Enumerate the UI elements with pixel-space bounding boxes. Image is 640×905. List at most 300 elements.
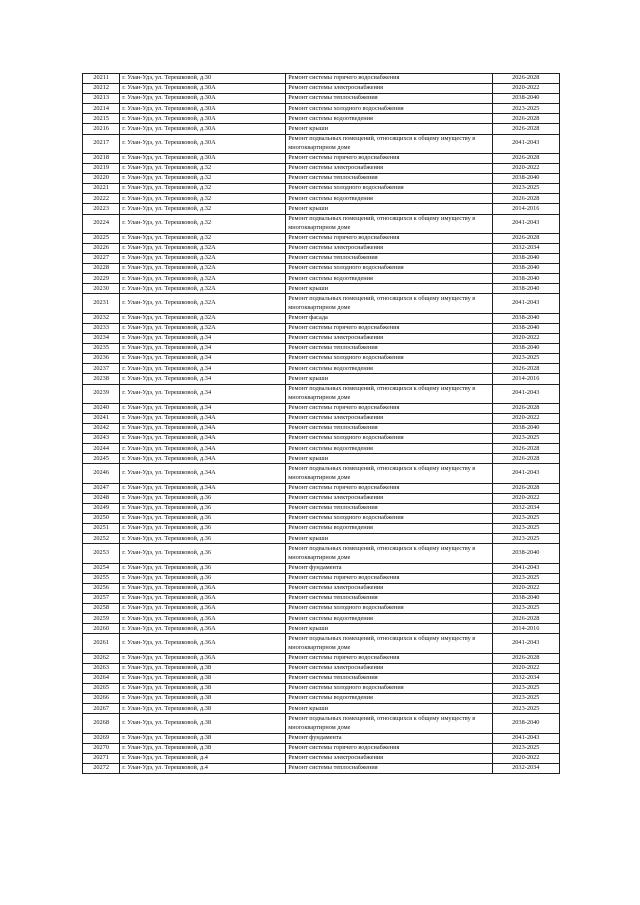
- cell-number: 20257: [83, 594, 120, 604]
- cell-period: 2026-2028: [492, 233, 559, 243]
- cell-work-type: Ремонт подвальных помещений, относящихся к общему имуществу в многоквартирном доме: [286, 714, 492, 733]
- repair-schedule-body: [83, 74, 560, 774]
- cell-address: г. Улан-Удэ, ул. Терешковой, д.34А: [120, 444, 286, 454]
- cell-number: 20222: [83, 194, 120, 204]
- cell-address: г. Улан-Удэ, ул. Терешковой, д.36: [120, 563, 286, 573]
- cell-address: г. Улан-Удэ, ул. Терешковой, д.34: [120, 354, 286, 364]
- cell-number: 20269: [83, 733, 120, 743]
- cell-period: 2032-2034: [492, 674, 559, 684]
- cell-address: г. Улан-Удэ, ул. Терешковой, д.32А: [120, 323, 286, 333]
- cell-address: г. Улан-Удэ, ул. Терешковой, д.34: [120, 334, 286, 344]
- cell-number: 20212: [83, 84, 120, 94]
- cell-number: 20238: [83, 374, 120, 384]
- cell-period: 2026-2028: [492, 153, 559, 163]
- cell-period: 2038-2040: [492, 714, 559, 733]
- cell-number: 20242: [83, 424, 120, 434]
- cell-number: 20215: [83, 114, 120, 124]
- cell-period: 2038-2040: [492, 274, 559, 284]
- cell-period: 2026-2028: [492, 364, 559, 374]
- cell-address: г. Улан-Удэ, ул. Терешковой, д.34: [120, 344, 286, 354]
- cell-address: г. Улан-Удэ, ул. Терешковой, д.32А: [120, 294, 286, 313]
- cell-address: г. Улан-Удэ, ул. Терешковой, д.36А: [120, 634, 286, 653]
- cell-address: г. Улан-Удэ, ул. Терешковой, д.30А: [120, 153, 286, 163]
- cell-period: 2020-2022: [492, 493, 559, 503]
- cell-work-type: Ремонт системы горячего водоснабжения: [286, 573, 492, 583]
- cell-address: г. Улан-Удэ, ул. Терешковой, д.34А: [120, 414, 286, 424]
- table-row: [83, 514, 560, 524]
- cell-period: 2038-2040: [492, 254, 559, 264]
- cell-period: 2020-2022: [492, 414, 559, 424]
- cell-number: 20213: [83, 94, 120, 104]
- cell-address: г. Улан-Удэ, ул. Терешковой, д.36А: [120, 624, 286, 634]
- table-row: [83, 194, 560, 204]
- cell-period: 2041-2043: [492, 733, 559, 743]
- cell-number: 20255: [83, 573, 120, 583]
- cell-period: 2023-2025: [492, 534, 559, 544]
- cell-period: 2026-2028: [492, 483, 559, 493]
- cell-work-type: Ремонт крыши: [286, 454, 492, 464]
- cell-work-type: Ремонт системы холодного водоснабжения: [286, 104, 492, 114]
- cell-number: 20221: [83, 184, 120, 194]
- cell-address: г. Улан-Удэ, ул. Терешковой, д.38: [120, 704, 286, 714]
- cell-period: 2041-2043: [492, 634, 559, 653]
- cell-address: г. Улан-Удэ, ул. Терешковой, д.36: [120, 534, 286, 544]
- cell-period: 2041-2043: [492, 563, 559, 573]
- cell-work-type: Ремонт системы электроснабжения: [286, 493, 492, 503]
- cell-address: г. Улан-Удэ, ул. Терешковой, д.36: [120, 504, 286, 514]
- table-row: [83, 444, 560, 454]
- cell-number: 20268: [83, 714, 120, 733]
- cell-work-type: Ремонт подвальных помещений, относящихся к общему имуществу в многоквартирном доме: [286, 214, 492, 233]
- cell-work-type: Ремонт крыши: [286, 124, 492, 134]
- cell-number: 20229: [83, 274, 120, 284]
- cell-address: г. Улан-Удэ, ул. Терешковой, д.38: [120, 684, 286, 694]
- cell-work-type: Ремонт крыши: [286, 374, 492, 384]
- repair-schedule-table: [82, 73, 560, 774]
- cell-address: г. Улан-Удэ, ул. Терешковой, д.38: [120, 743, 286, 753]
- table-row: [83, 754, 560, 764]
- cell-period: 2032-2034: [492, 764, 559, 774]
- cell-number: 20245: [83, 454, 120, 464]
- table-row: [83, 674, 560, 684]
- cell-address: г. Улан-Удэ, ул. Терешковой, д.32: [120, 214, 286, 233]
- table-row: [83, 534, 560, 544]
- cell-address: г. Улан-Удэ, ул. Терешковой, д.32: [120, 194, 286, 204]
- cell-address: г. Улан-Удэ, ул. Терешковой, д.36: [120, 524, 286, 534]
- cell-work-type: Ремонт системы холодного водоснабжения: [286, 604, 492, 614]
- cell-address: г. Улан-Удэ, ул. Терешковой, д.34: [120, 364, 286, 374]
- cell-work-type: Ремонт крыши: [286, 624, 492, 634]
- table-row: [83, 733, 560, 743]
- cell-number: 20233: [83, 323, 120, 333]
- cell-address: г. Улан-Удэ, ул. Терешковой, д.32: [120, 174, 286, 184]
- cell-address: г. Улан-Удэ, ул. Терешковой, д.34А: [120, 464, 286, 483]
- cell-address: г. Улан-Удэ, ул. Терешковой, д.36А: [120, 584, 286, 594]
- cell-work-type: Ремонт системы электроснабжения: [286, 164, 492, 174]
- cell-work-type: Ремонт системы холодного водоснабжения: [286, 434, 492, 444]
- table-row: [83, 174, 560, 184]
- table-row: [83, 594, 560, 604]
- cell-period: 2038-2040: [492, 313, 559, 323]
- cell-work-type: Ремонт системы электроснабжения: [286, 754, 492, 764]
- cell-period: 2020-2022: [492, 334, 559, 344]
- cell-work-type: Ремонт системы теплоснабжения: [286, 94, 492, 104]
- cell-address: г. Улан-Удэ, ул. Терешковой, д.36А: [120, 594, 286, 604]
- cell-period: 2026-2028: [492, 114, 559, 124]
- cell-work-type: Ремонт подвальных помещений, относящихся к общему имуществу в многоквартирном доме: [286, 384, 492, 403]
- cell-address: г. Улан-Удэ, ул. Терешковой, д.34А: [120, 434, 286, 444]
- cell-address: г. Улан-Удэ, ул. Терешковой, д.30А: [120, 104, 286, 114]
- table-row: [83, 604, 560, 614]
- cell-period: 2026-2028: [492, 124, 559, 134]
- cell-address: г. Улан-Удэ, ул. Терешковой, д.32А: [120, 313, 286, 323]
- cell-number: 20225: [83, 233, 120, 243]
- cell-period: 2020-2022: [492, 584, 559, 594]
- cell-address: г. Улан-Удэ, ул. Терешковой, д.30: [120, 74, 286, 84]
- table-row: [83, 313, 560, 323]
- cell-period: 2023-2025: [492, 684, 559, 694]
- cell-work-type: Ремонт системы водоотведения: [286, 694, 492, 704]
- cell-work-type: Ремонт системы электроснабжения: [286, 84, 492, 94]
- cell-period: 2023-2025: [492, 514, 559, 524]
- cell-work-type: Ремонт фундамента: [286, 563, 492, 573]
- cell-work-type: Ремонт системы горячего водоснабжения: [286, 323, 492, 333]
- cell-number: 20220: [83, 174, 120, 184]
- cell-work-type: Ремонт системы электроснабжения: [286, 663, 492, 673]
- cell-period: 2020-2022: [492, 164, 559, 174]
- cell-number: 20216: [83, 124, 120, 134]
- cell-work-type: Ремонт системы теплоснабжения: [286, 344, 492, 354]
- cell-work-type: Ремонт системы горячего водоснабжения: [286, 483, 492, 493]
- cell-number: 20237: [83, 364, 120, 374]
- table-row: [83, 743, 560, 753]
- cell-number: 20252: [83, 534, 120, 544]
- table-row: [83, 94, 560, 104]
- table-row: [83, 424, 560, 434]
- cell-address: г. Улан-Удэ, ул. Терешковой, д.34: [120, 374, 286, 384]
- cell-period: 2038-2040: [492, 264, 559, 274]
- cell-number: 20219: [83, 164, 120, 174]
- cell-address: г. Улан-Удэ, ул. Терешковой, д.32А: [120, 284, 286, 294]
- table-row: [83, 233, 560, 243]
- table-row: [83, 134, 560, 153]
- cell-number: 20256: [83, 584, 120, 594]
- cell-work-type: Ремонт системы холодного водоснабжения: [286, 264, 492, 274]
- table-row: [83, 403, 560, 413]
- cell-address: г. Улан-Удэ, ул. Терешковой, д.36: [120, 573, 286, 583]
- cell-address: г. Улан-Удэ, ул. Терешковой, д.32А: [120, 254, 286, 264]
- cell-period: 2023-2025: [492, 573, 559, 583]
- cell-number: 20263: [83, 663, 120, 673]
- cell-number: 20231: [83, 294, 120, 313]
- cell-period: 2023-2025: [492, 743, 559, 753]
- cell-work-type: Ремонт системы водоотведения: [286, 194, 492, 204]
- cell-address: г. Улан-Удэ, ул. Терешковой, д.36: [120, 544, 286, 563]
- cell-number: 20247: [83, 483, 120, 493]
- cell-number: 20241: [83, 414, 120, 424]
- cell-period: 2032-2034: [492, 244, 559, 254]
- cell-address: г. Улан-Удэ, ул. Терешковой, д.36: [120, 493, 286, 503]
- table-row: [83, 264, 560, 274]
- cell-address: г. Улан-Удэ, ул. Терешковой, д.38: [120, 714, 286, 733]
- table-row: [83, 563, 560, 573]
- cell-period: 2038-2040: [492, 344, 559, 354]
- table-row: [83, 124, 560, 134]
- cell-work-type: Ремонт подвальных помещений, относящихся к общему имуществу в многоквартирном доме: [286, 634, 492, 653]
- table-row: [83, 414, 560, 424]
- cell-number: 20228: [83, 264, 120, 274]
- table-row: [83, 214, 560, 233]
- table-row: [83, 573, 560, 583]
- cell-number: 20258: [83, 604, 120, 614]
- table-row: [83, 323, 560, 333]
- cell-number: 20264: [83, 674, 120, 684]
- table-row: [83, 274, 560, 284]
- table-row: [83, 244, 560, 254]
- cell-address: г. Улан-Удэ, ул. Терешковой, д.34: [120, 384, 286, 403]
- table-row: [83, 614, 560, 624]
- cell-work-type: Ремонт системы теплоснабжения: [286, 254, 492, 264]
- cell-period: 2038-2040: [492, 424, 559, 434]
- table-row: [83, 104, 560, 114]
- cell-address: г. Улан-Удэ, ул. Терешковой, д.30А: [120, 134, 286, 153]
- cell-number: 20240: [83, 403, 120, 413]
- cell-period: 2026-2028: [492, 454, 559, 464]
- cell-address: г. Улан-Удэ, ул. Терешковой, д.32: [120, 164, 286, 174]
- cell-period: 2026-2028: [492, 444, 559, 454]
- cell-work-type: Ремонт подвальных помещений, относящихся к общему имуществу в многоквартирном доме: [286, 464, 492, 483]
- cell-work-type: Ремонт системы холодного водоснабжения: [286, 184, 492, 194]
- table-row: [83, 684, 560, 694]
- table-row: [83, 663, 560, 673]
- cell-period: 2023-2025: [492, 694, 559, 704]
- cell-address: г. Улан-Удэ, ул. Терешковой, д.30А: [120, 114, 286, 124]
- cell-number: 20265: [83, 684, 120, 694]
- cell-number: 20211: [83, 74, 120, 84]
- table-row: [83, 334, 560, 344]
- cell-period: 2026-2028: [492, 194, 559, 204]
- table-row: [83, 184, 560, 194]
- cell-number: 20226: [83, 244, 120, 254]
- table-row: [83, 364, 560, 374]
- cell-work-type: Ремонт системы теплоснабжения: [286, 424, 492, 434]
- table-row: [83, 544, 560, 563]
- cell-period: 2032-2034: [492, 504, 559, 514]
- cell-address: г. Улан-Удэ, ул. Терешковой, д.32А: [120, 264, 286, 274]
- cell-period: 2041-2043: [492, 384, 559, 403]
- cell-address: г. Улан-Удэ, ул. Терешковой, д.38: [120, 694, 286, 704]
- cell-number: 20224: [83, 214, 120, 233]
- cell-period: 2014-2016: [492, 374, 559, 384]
- cell-address: г. Улан-Удэ, ул. Терешковой, д.36А: [120, 604, 286, 614]
- cell-number: 20254: [83, 563, 120, 573]
- cell-work-type: Ремонт системы теплоснабжения: [286, 174, 492, 184]
- table-row: [83, 454, 560, 464]
- cell-period: 2023-2025: [492, 184, 559, 194]
- cell-period: 2038-2040: [492, 174, 559, 184]
- cell-work-type: Ремонт подвальных помещений, относящихся к общему имуществу в многоквартирном доме: [286, 294, 492, 313]
- table-row: [83, 344, 560, 354]
- cell-number: 20261: [83, 634, 120, 653]
- cell-address: г. Улан-Удэ, ул. Терешковой, д.32: [120, 233, 286, 243]
- cell-number: 20235: [83, 344, 120, 354]
- cell-period: 2038-2040: [492, 284, 559, 294]
- table-row: [83, 624, 560, 634]
- cell-number: 20259: [83, 614, 120, 624]
- cell-work-type: Ремонт фасада: [286, 313, 492, 323]
- cell-address: г. Улан-Удэ, ул. Терешковой, д.4: [120, 754, 286, 764]
- cell-period: 2041-2043: [492, 294, 559, 313]
- cell-work-type: Ремонт крыши: [286, 704, 492, 714]
- table-row: [83, 653, 560, 663]
- cell-number: 20246: [83, 464, 120, 483]
- cell-address: г. Улан-Удэ, ул. Терешковой, д.36А: [120, 614, 286, 624]
- table-row: [83, 434, 560, 444]
- cell-number: 20248: [83, 493, 120, 503]
- cell-address: г. Улан-Удэ, ул. Терешковой, д.4: [120, 764, 286, 774]
- cell-work-type: Ремонт крыши: [286, 204, 492, 214]
- table-row: [83, 714, 560, 733]
- table-row: [83, 74, 560, 84]
- cell-work-type: Ремонт системы электроснабжения: [286, 414, 492, 424]
- cell-number: 20223: [83, 204, 120, 214]
- cell-period: 2038-2040: [492, 323, 559, 333]
- cell-number: 20217: [83, 134, 120, 153]
- cell-address: г. Улан-Удэ, ул. Терешковой, д.36: [120, 514, 286, 524]
- cell-number: 20239: [83, 384, 120, 403]
- cell-period: 2026-2028: [492, 614, 559, 624]
- table-row: [83, 284, 560, 294]
- cell-address: г. Улан-Удэ, ул. Терешковой, д.34А: [120, 454, 286, 464]
- cell-number: 20251: [83, 524, 120, 534]
- cell-address: г. Улан-Удэ, ул. Терешковой, д.34А: [120, 424, 286, 434]
- cell-work-type: Ремонт фундамента: [286, 733, 492, 743]
- cell-address: г. Улан-Удэ, ул. Терешковой, д.30А: [120, 84, 286, 94]
- cell-work-type: Ремонт системы холодного водоснабжения: [286, 684, 492, 694]
- cell-number: 20270: [83, 743, 120, 753]
- cell-period: 2023-2025: [492, 604, 559, 614]
- cell-period: 2023-2025: [492, 104, 559, 114]
- table-row: [83, 634, 560, 653]
- table-row: [83, 764, 560, 774]
- cell-work-type: Ремонт крыши: [286, 284, 492, 294]
- table-row: [83, 524, 560, 534]
- cell-address: г. Улан-Удэ, ул. Терешковой, д.32А: [120, 244, 286, 254]
- table-row: [83, 153, 560, 163]
- cell-number: 20214: [83, 104, 120, 114]
- table-row: [83, 294, 560, 313]
- table-row: [83, 464, 560, 483]
- table-row: [83, 84, 560, 94]
- cell-number: 20230: [83, 284, 120, 294]
- cell-period: 2014-2016: [492, 204, 559, 214]
- cell-period: 2023-2025: [492, 434, 559, 444]
- cell-period: 2026-2028: [492, 653, 559, 663]
- cell-period: 2020-2022: [492, 663, 559, 673]
- cell-number: 20260: [83, 624, 120, 634]
- table-row: [83, 254, 560, 264]
- cell-address: г. Улан-Удэ, ул. Терешковой, д.38: [120, 733, 286, 743]
- cell-work-type: Ремонт системы электроснабжения: [286, 334, 492, 344]
- cell-work-type: Ремонт системы электроснабжения: [286, 584, 492, 594]
- cell-period: 2038-2040: [492, 94, 559, 104]
- cell-period: 2041-2043: [492, 214, 559, 233]
- cell-work-type: Ремонт системы горячего водоснабжения: [286, 233, 492, 243]
- cell-period: 2020-2022: [492, 84, 559, 94]
- cell-period: 2023-2025: [492, 354, 559, 364]
- cell-work-type: Ремонт системы теплоснабжения: [286, 504, 492, 514]
- cell-number: 20236: [83, 354, 120, 364]
- cell-period: 2023-2025: [492, 524, 559, 534]
- cell-number: 20272: [83, 764, 120, 774]
- cell-work-type: Ремонт системы холодного водоснабжения: [286, 354, 492, 364]
- cell-period: 2026-2028: [492, 403, 559, 413]
- cell-work-type: Ремонт системы водоотведения: [286, 114, 492, 124]
- table-row: [83, 694, 560, 704]
- cell-address: г. Улан-Удэ, ул. Терешковой, д.38: [120, 674, 286, 684]
- table-row: [83, 204, 560, 214]
- cell-period: 2020-2022: [492, 754, 559, 764]
- cell-work-type: Ремонт крыши: [286, 534, 492, 544]
- cell-work-type: Ремонт системы теплоснабжения: [286, 764, 492, 774]
- cell-work-type: Ремонт системы электроснабжения: [286, 244, 492, 254]
- cell-number: 20253: [83, 544, 120, 563]
- cell-period: 2023-2025: [492, 704, 559, 714]
- cell-number: 20267: [83, 704, 120, 714]
- cell-work-type: Ремонт подвальных помещений, относящихся к общему имуществу в многоквартирном доме: [286, 544, 492, 563]
- cell-number: 20271: [83, 754, 120, 764]
- table-row: [83, 504, 560, 514]
- cell-period: 2026-2028: [492, 74, 559, 84]
- table-row: [83, 374, 560, 384]
- cell-address: г. Улан-Удэ, ул. Терешковой, д.32А: [120, 274, 286, 284]
- cell-number: 20243: [83, 434, 120, 444]
- cell-work-type: Ремонт системы горячего водоснабжения: [286, 153, 492, 163]
- cell-address: г. Улан-Удэ, ул. Терешковой, д.36А: [120, 653, 286, 663]
- cell-address: г. Улан-Удэ, ул. Терешковой, д.32: [120, 184, 286, 194]
- cell-period: 2041-2043: [492, 464, 559, 483]
- table-row: [83, 483, 560, 493]
- cell-address: г. Улан-Удэ, ул. Терешковой, д.30А: [120, 94, 286, 104]
- cell-work-type: Ремонт системы горячего водоснабжения: [286, 743, 492, 753]
- cell-address: г. Улан-Удэ, ул. Терешковой, д.38: [120, 663, 286, 673]
- cell-work-type: Ремонт системы теплоснабжения: [286, 594, 492, 604]
- cell-work-type: Ремонт системы водоотведения: [286, 524, 492, 534]
- table-row: [83, 164, 560, 174]
- cell-work-type: Ремонт системы водоотведения: [286, 614, 492, 624]
- cell-number: 20250: [83, 514, 120, 524]
- cell-number: 20266: [83, 694, 120, 704]
- cell-work-type: Ремонт подвальных помещений, относящихся к общему имуществу в многоквартирном доме: [286, 134, 492, 153]
- table-row: [83, 114, 560, 124]
- cell-address: г. Улан-Удэ, ул. Терешковой, д.32: [120, 204, 286, 214]
- cell-work-type: Ремонт системы водоотведения: [286, 444, 492, 454]
- cell-work-type: Ремонт системы водоотведения: [286, 364, 492, 374]
- cell-number: 20234: [83, 334, 120, 344]
- cell-address: г. Улан-Удэ, ул. Терешковой, д.34: [120, 403, 286, 413]
- cell-address: г. Улан-Удэ, ул. Терешковой, д.34А: [120, 483, 286, 493]
- cell-address: г. Улан-Удэ, ул. Терешковой, д.30А: [120, 124, 286, 134]
- cell-work-type: Ремонт системы водоотведения: [286, 274, 492, 284]
- table-row: [83, 493, 560, 503]
- cell-period: 2041-2043: [492, 134, 559, 153]
- cell-period: 2038-2040: [492, 544, 559, 563]
- cell-work-type: Ремонт системы горячего водоснабжения: [286, 74, 492, 84]
- cell-number: 20232: [83, 313, 120, 323]
- table-row: [83, 704, 560, 714]
- cell-number: 20218: [83, 153, 120, 163]
- table-row: [83, 354, 560, 364]
